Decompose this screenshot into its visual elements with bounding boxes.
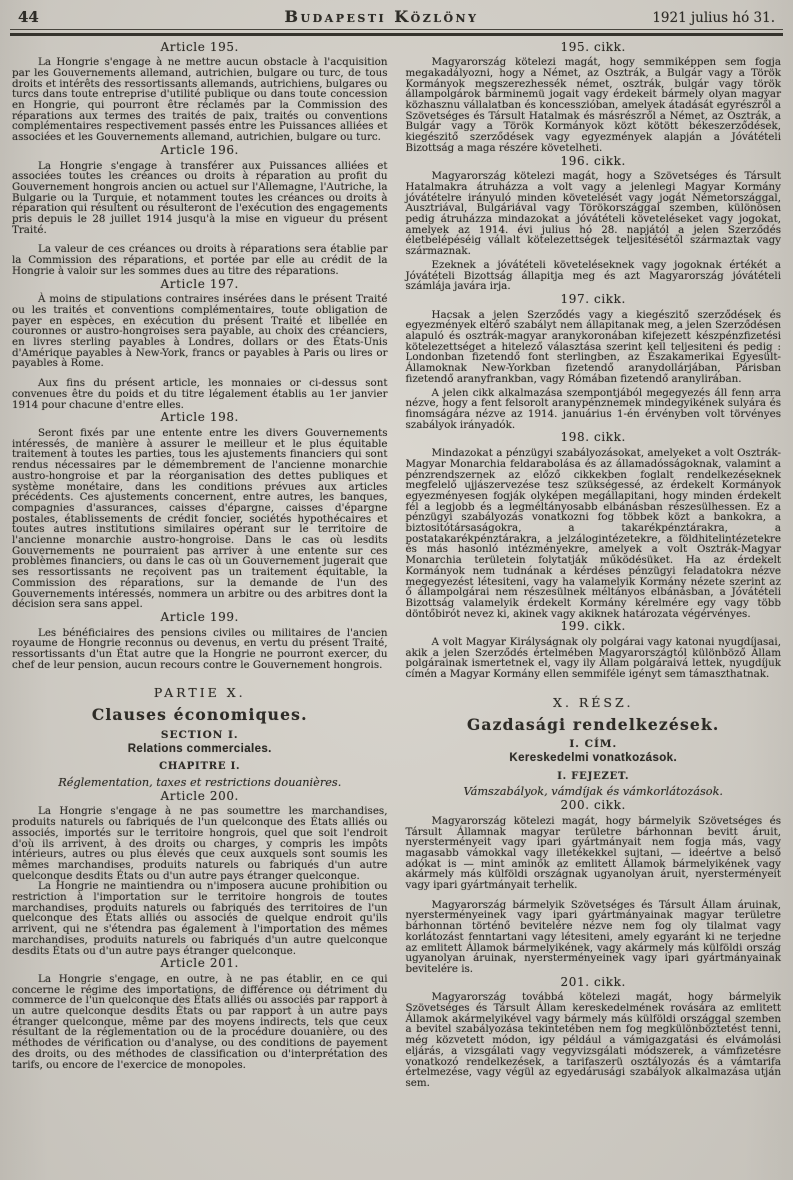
- hu-article-199-heading: 199. cikk.: [560, 619, 626, 634]
- fr-chapter-number: CHAPITRE I.: [159, 761, 241, 773]
- hu-article-195-heading: 195. cikk.: [560, 39, 626, 54]
- hu-article-197-paragraph-1: Hacsak a jelen Szerződés vagy a kiegészitő szerződések és egyezmények eltérő szabályt nem állapitanak meg, a jelen Szerződésen alapuló és osztrák-magyar aranykoronában kifejezett készpénzfizetési kötelezettséget a hitelező választása szerint kell teljesiteni és pedig : Londonban fizetendő font sterlingben, az Északamerikai Egyesült-Államoknak New-Yorkban fizetendő aranydollárjában, Párisban fizetendő aranyfrankban, vagy Rómában fizetendő aranylirában.: [405, 308, 781, 385]
- issue-date: 1921 julius hó 31.: [652, 10, 775, 26]
- hu-part-number: X. RÉSZ.: [553, 694, 634, 710]
- hu-article-200-heading: 200. cikk.: [560, 798, 626, 813]
- hu-article-201-heading: 201. cikk.: [560, 974, 626, 989]
- hu-article-198-heading: 198. cikk.: [560, 430, 626, 445]
- fr-article-195-heading: Article 195.: [160, 39, 239, 54]
- fr-article-201-heading: Article 201.: [160, 956, 239, 971]
- fr-article-196-paragraph-2: La valeur de ces créances ou droits à réparations sera établie par la Commission des réparations, et portée par elle au crédit de la Hongrie à valoir sur les sommes dues au titre des réparations.: [12, 243, 388, 277]
- header-rule-thin: [10, 29, 783, 30]
- hu-article-201-paragraph: Magyarország továbbá kötelezi magát, hogy bármelyik Szövetséges és Társult Állam kereskedelmének rovására az emlitett Államok akármelyikével vagy bármely más külföldi országgal szemben a bevitel szabályozása tekintetében nem fog megkülönböztetést tenni, még közvetett módon, igy például a vámigazgatási és elvámolási eljárás, a vizsgálati vagy vegyvizsgálati módszerek, a vámfizetésre vonatkozó rendelkezések, a tarifaszerü osztályozás és a vámtarifa értelmezése, vagy végül az egyedárusági szabályok alkalmazása utján sem.: [405, 991, 781, 1089]
- french-column: [12, 40, 388, 1089]
- hu-section-number: I. CÍM.: [569, 738, 618, 751]
- fr-article-198-heading: Article 198.: [160, 410, 239, 425]
- hu-chapter-number: I. FEJEZET.: [557, 770, 630, 782]
- hu-chapter-title: Vámszabályok, vámdíjak és vámkorlátozások.: [463, 785, 724, 799]
- page-number: 44: [18, 8, 39, 26]
- fr-article-200-paragraph-1: La Hongrie s'engage à ne pas soumettre les marchandises, produits naturels ou fabriqués de l'un quelconque des États alliés ou associés, importés sur le territoire hongrois, quel que soit l'endroit d'où ils arrivent, à des droits ou charges, y compris les impôts intérieurs, autres ou plus élevés que ceux auxquels sont soumis les mêmes marchandises, produits naturels ou fabriqués d'un autre quelconque desdits États ou d'un autre pays étranger quelconque.: [12, 805, 388, 882]
- fr-section-title: Relations commerciales.: [127, 742, 272, 755]
- hu-article-196-paragraph-1: Magyarország kötelezi magát, hogy a Szövetséges és Társult Hatalmakra átruházza a volt vagy a jelenlegi Magyar Kormány jóvátételre irányuló minden követelését vagy jogát Németországgal, Ausztriával, Bulgáriával vagy Törökországgal szemben, különösen pedig átruházza mindazokat a jóvátételi követeléseket vagy jogokat, amelyek az 1914. évi julius hó 28. napjától a jelen Szerződés életbelépéséig vállalt kötelezettségek teljesitésétől származtak vagy származnak.: [405, 170, 781, 258]
- fr-article-196-heading: Article 196.: [160, 142, 239, 157]
- hu-article-197-heading: 197. cikk.: [560, 291, 626, 306]
- page-header: [10, 5, 783, 27]
- fr-article-201-paragraph: La Hongrie s'engage, en outre, à ne pas établir, en ce qui concerne le régime des importations, de différence ou détriment du commerce de l'un quelconque des États alliés ou associés par rapport à un autre quelconque desdits États ou par rapport à un autre pays étranger quelconque, même par des moyens indirects, tels que ceux résultant de la réglementation ou de la procédure douanière, ou des méthodes de vérification ou d'analyse, ou des conditions de payement des droits, ou des méthodes de classification ou d'interprétation des tarifs, ou encore de l'exercice de monopoles.: [12, 972, 388, 1071]
- fr-article-200-heading: Article 200.: [160, 788, 239, 803]
- hungarian-column: [406, 40, 782, 1089]
- fr-article-200-paragraph-2: La Hongrie ne maintiendra ou n'imposera aucune prohibition ou restriction à l'importation sur le territoire hongrois de toutes marchandises, produits naturels ou fabriqués des territoires de l'un quelconque des États alliés ou associés de quelque endroit qu'ils arrivent, qui ne s'étendra pas également à l'importation des mêmes marchandises, produits naturels ou fabriqués d'un autre quelconque desdits États ou d'un autre pays étranger quelconque.: [12, 880, 388, 957]
- hu-article-197-paragraph-2: A jelen cikk alkalmazása szempontjából megegyezés áll fenn arra nézve, hogy a fent felsorolt aranypénznemek mindegyikének sulyára és finomságára nézve az 1914. januárius 1-én érvényben volt törvényes szabályok irányadók.: [405, 386, 781, 431]
- fr-chapter-title: Réglementation, taxes et restrictions douanières.: [58, 775, 342, 789]
- hu-section-title: Kereskedelmi vonatkozások.: [509, 751, 678, 764]
- fr-article-199-paragraph: Les bénéficiaires des pensions civiles ou militaires de l'ancien royaume de Hongrie reconnus ou devenus, en vertu du présent Traité, ressortissants d'un État autre que la Hongrie ne pourront exercer, du chef de leur pension, aucun recours contre le Gouvernement hongrois.: [12, 626, 388, 671]
- fr-section-number: SECTION I.: [160, 728, 239, 741]
- fr-article-197-paragraph-2: Aux fins du présent article, les monnaies or ci-dessus sont convenues être du poids et du titre légalement établis au 1er janvier 1914 pour chacune d'entre elles.: [12, 377, 388, 411]
- fr-article-197-paragraph-1: À moins de stipulations contraires insérées dans le présent Traité ou les traités et conventions complémentaires, toute obligation de payer en espèces, en exécution du présent Traité et libellée en couronnes or austro-hongroises sera payable, au choix des créanciers, en livres sterling payables à Londres, dollars or des États-Unis d'Amérique payables à New-York, francs or payables à Paris ou lires or payables à Rome.: [12, 293, 388, 370]
- hu-article-200-paragraph-1: Magyarország kötelezi magát, hogy bármelyik Szövetséges és Társult Államnak magyar területre bárhonnan bevitt áruit, nyersterményeit vagy ipari gyártmányait nem fogja más, vagy magasabb vámokkal vagy illetékekkel sujtani, — ideértve a belső adókat is — mint aminők az emlitett Államok bármelyikének vagy akármely más külföldi országnak ugyanolyan áruit, nyersterményeit vagy ipari gyártmányait terhelik.: [405, 814, 781, 892]
- fr-article-198-paragraph: Seront fixés par une entente entre les divers Gouvernements intéressés, de manière à assurer le meilleur et le plus équitable traitement à toutes les parties, tous les ajustements financiers qui sont rendus nécessaires par le démembrement de l'ancienne monarchie austro-hongroise et par la réorganisation des dettes publiques et système monétaire, dans les conditions prévues aux articles précédents. Ces ajustements concernent, entre autres, les banques, compagnies d'assurances, caisses d'épargne, caisses d'épargne postales, établissements de crédit foncier, sociétés hypothécaires et toutes autres institutions similaires opérant sur le territoire de l'ancienne monarchie austro-hongroise. Dans le cas où lesdits Gouvernements ne pourraient pas arriver à une entente sur ces problèmes financiers, ou dans le cas où un Gouvernement jugerait que ses ressortissants ne reçoivent pas un traitement équitable, la Commission des réparations, sur la demande de l'un des Gouvernements intéressés, nommera un arbitre ou des arbitres dont la décision sera sans appel.: [12, 427, 388, 611]
- two-column-body: [10, 40, 783, 1089]
- fr-article-199-heading: Article 199.: [160, 609, 239, 624]
- fr-article-196-paragraph-1: La Hongrie s'engage à transférer aux Puissances alliées et associées toutes les créances ou droits à réparation au profit du Gouvernement hongrois ancien ou actuel sur l'Allemagne, l'Autriche, la Bulgarie ou la Turquie, et notamment toutes les créances ou droits à réparation qui résultent ou résulteront de l'exécution des engagements pris depuis le 28 juillet 1914 jusqu'à la mise en vigueur du présent Traité.: [12, 159, 388, 236]
- fr-part-title: Clauses économiques.: [91, 705, 308, 725]
- fr-part-number: PARTIE X.: [153, 685, 246, 701]
- hu-part-title: Gazdasági rendelkezések.: [466, 714, 720, 734]
- hu-article-199-paragraph: A volt Magyar Királyságnak oly polgárai vagy katonai nyugdíjasai, akik a jelen Szerződés értelmében Magyarországtól különböző Állam polgárainak ismertetnek el, vagy ily Állam polgáraivá lettek, nyugdíjuk címén a Magyar Kormány ellen semmiféle igényt sem támaszthatnak.: [405, 636, 781, 681]
- journal-title: Budapesti Közlöny: [284, 7, 479, 26]
- hu-article-198-paragraph: Mindazokat a pénzügyi szabályozásokat, amelyeket a volt Osztrák-Magyar Monarchia feldarabolása és az államadósságoknak, valamint a pénzrendszernek az előző cikkekben foglalt rendelkezéseknek megfelelő ujjászervezése tesz szükségessé, az érdekelt Kormányok egyezményesen fogják olyképen megállapitani, hogy minden érdekelt fél a legjobb és a legméltányosabb elbánásban részesülhessen. Ez a pénzügyi szabályozás vonatkozni fog többek közt a bankokra, a biztositótársaságokra, a takarékpénztárakra, a postatakarékpénztárakra, a jelzálogintézetekre, a földhitelintézetekre és más hasonló intézményekre, amelyek a volt Osztrák-Magyar Monarchia területein folytatják működésüket. Ha az érdekelt Kormányok nem tudnának a kérdéses pénzügyi feladatokra nézve megegyezést létesiteni, vagy ha valamelyik Kormány nézete szerint az ő állampolgárai nem részesülnek méltányos elbánásban, a Jóvátételi Bizottság valamelyik érdekelt Kormány kérelmére egy vagy több döntőbirót nevez ki, akinek vagy akiknek határozata végérvényes.: [405, 447, 781, 620]
- hu-article-195-paragraph: Magyarország kötelezi magát, hogy semmiképpen sem fogja megakadályozni, hogy a Német, az Osztrák, a Bulgár vagy a Török Kormányok megszerezhessék német, osztrák, bulgár vagy török állampolgárok bárminemü jogait vagy érdekeit bármely olyan magyar közhasznu vállalatban és koncesszióban, amelyek átadását egyrészről a Szövetséges és Társult Hatalmak és másrészről a Német, az Osztrák, a Bulgár vagy a Török Kormányok közt kötött békeszerződések, kiegészitő szerződések vagy egyezmények alapján a Jóvátételi Bizottság a maga részére követelheti.: [405, 56, 781, 154]
- header-rule-thick: [10, 33, 783, 36]
- fr-article-195-paragraph: La Hongrie s'engage à ne mettre aucun obstacle à l'acquisition par les Gouvernements allemand, autrichien, bulgare ou turc, de tous droits et intérêts des ressortissants allemands, autrichiens, bulgares ou turcs dans toute entreprise d'utilité publique ou dans toute concession en Hongrie, qui pourront être réclamés par la Commission des réparations aux termes des traités de paix, traités ou conventions complémentaires respectivement passés entre les Puissances alliées et associées et les Gouvernements allemand, autrichien, bulgare ou turc.: [12, 56, 388, 144]
- fr-article-197-heading: Article 197.: [160, 276, 239, 291]
- hu-article-196-paragraph-2: Ezeknek a jóvátételi követeléseknek vagy jogoknak értékét a Jóvátételi Bizottság állapitja meg és azt Magyarország jóvátételi számlája javára irja.: [405, 258, 781, 293]
- hu-article-196-heading: 196. cikk.: [560, 153, 626, 168]
- hu-article-200-paragraph-2: Magyarország bármelyik Szövetséges és Társult Állam áruinak, nyersterményeinek vagy ipari gyártmányainak magyar területre bárhonnan történő bevitelére nézve nem fog oly tilalmat vagy korlátozást fenntartani vagy létesiteni, amely egyaránt ki ne terjedne az emlitett Államok bármelyikének, vagy akármely más külföldi ország ugyanolyan áruinak, nyersterményeinek vagy ipari gyártmányainak bevitelére is.: [405, 898, 781, 975]
